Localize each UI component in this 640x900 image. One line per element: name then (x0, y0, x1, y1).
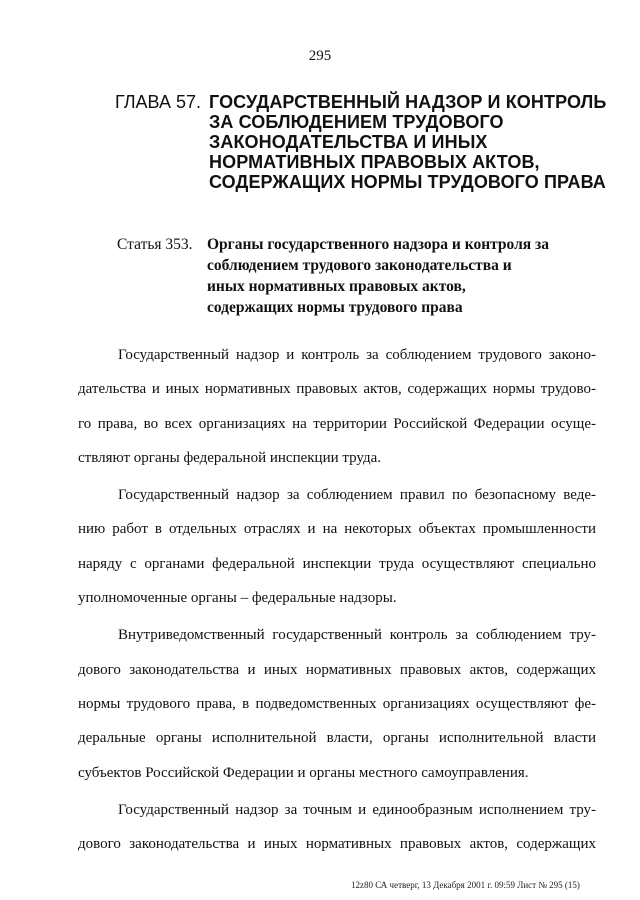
chapter-title-line: ЗАКОНОДАТЕЛЬСТВА И ИНЫХ (209, 132, 488, 152)
text-line: нормы трудового права, в подведомственных организациях осуществляют фе- (78, 695, 596, 712)
text-line: Государственный надзор и контроль за соблюдением трудового законо- (118, 347, 596, 363)
text-line: дового законодательства и иных нормативных правовых актов, содержащих (78, 661, 596, 678)
chapter-title-line: СОДЕРЖАЩИХ НОРМЫ ТРУДОВОГО ПРАВА (209, 172, 606, 192)
text-line: Государственный надзор за соблюдением правил по безопасному веде- (118, 487, 596, 504)
article-number: Статья 353. (117, 236, 193, 253)
text-line: дового законодательства и иных нормативных правовых актов, содержащих (78, 836, 596, 853)
chapter-title-line: НОРМАТИВНЫХ ПРАВОВЫХ АКТОВ, (209, 152, 540, 172)
chapter-number: ГЛАВА 57. (115, 92, 201, 112)
chapter-title (209, 92, 606, 192)
article-title-line: иных нормативных правовых актов, (207, 278, 466, 295)
paragraph (78, 478, 596, 615)
paragraph (78, 793, 596, 862)
text-line: наряду с органами федеральной инспекции труда осуществляют специально (78, 555, 596, 572)
page-number: 295 (308, 48, 332, 64)
text-line: субъектов Российской Федерации и органы местного самоуправления. (78, 764, 529, 781)
chapter-title-line: ГОСУДАРСТВЕННЫЙ НАДЗОР И КОНТРОЛЬ (209, 92, 607, 112)
text-line: Внутриведомственный государственный контроль за соблюдением тру- (118, 627, 596, 644)
article-heading (117, 234, 607, 318)
print-footer: 12z80 СА четверг, 13 Декабря 2001 г. 09:59 Лист № 295 (15) (351, 880, 580, 890)
text-line: деральные органы исполнительной власти, органы исполнительной власти (78, 730, 596, 747)
text-line: дательства и иных нормативных правовых актов, содержащих нормы трудово- (78, 381, 596, 398)
chapter-heading (115, 92, 615, 192)
chapter-title-line: ЗА СОБЛЮДЕНИЕМ ТРУДОВОГО (209, 112, 504, 132)
text-line: нию работ в отдельных отраслях и на некоторых объектах промышленности (78, 521, 596, 538)
text-line: уполномоченные органы – федеральные надзоры. (78, 590, 397, 607)
paragraph (78, 338, 596, 475)
article-title-line: соблюдением трудового законодательства и (207, 257, 512, 274)
article-title (207, 234, 549, 318)
body-text (78, 338, 596, 861)
text-line: Государственный надзор за точным и единообразным исполнением тру- (118, 801, 596, 818)
text-line: ствляют органы федеральной инспекции труда. (78, 449, 382, 466)
article-title-line: Органы государственного надзора и контроля за (207, 236, 550, 253)
paragraph (78, 618, 596, 789)
article-title-line: содержащих нормы трудового права (207, 299, 463, 316)
text-line: го права, во всех организациях на территории Российской Федерации осуще- (78, 415, 596, 432)
